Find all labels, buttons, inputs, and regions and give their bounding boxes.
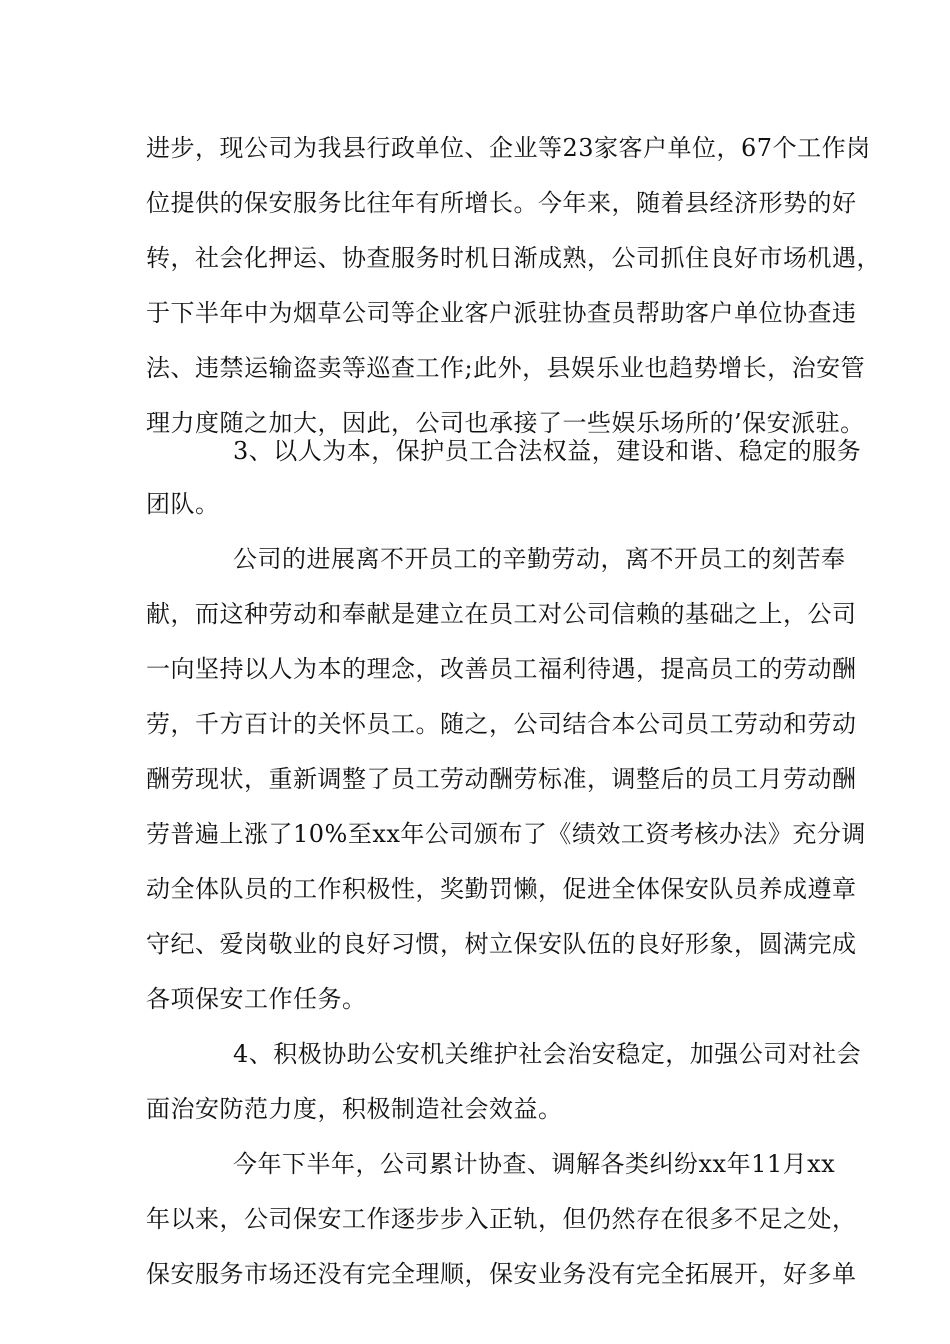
text-line: 一向坚持以人为本的理念，改善员工福利待遇，提高员工的劳动酬 <box>146 655 857 683</box>
text-line: 团队。 <box>146 490 220 518</box>
text-line: 于下半年中为烟草公司等企业客户派驻协查员帮助客户单位协查违 <box>146 299 857 327</box>
paragraph-start: 公司的进展离不开员工的辛勤劳动，离不开员工的刻苦奉 <box>233 545 846 573</box>
text-line: 转，社会化押运、协查服务时机日渐成熟，公司抓住良好市场机遇， <box>146 244 881 272</box>
text-line: 进步，现公司为我县行政单位、企业等23家客户单位，67个工作岗 <box>146 134 871 162</box>
text-line: 保安服务市场还没有完全理顺，保安业务没有完全拓展开，好多单 <box>146 1260 857 1288</box>
text-line: 法、违禁运输盗卖等巡查工作;此外，县娱乐业也趋势增长，治安管 <box>146 354 866 382</box>
section-heading-3: 3、以人为本，保护员工合法权益，建设和谐、稳定的服务 <box>233 437 862 465</box>
text-line: 劳普遍上涨了10%至xx年公司颁布了《绩效工资考核办法》充分调 <box>146 820 866 848</box>
text-line: 年以来，公司保安工作逐步步入正轨，但仍然存在很多不足之处， <box>146 1205 857 1233</box>
text-line: 理力度随之加大，因此，公司也承接了一些娱乐场所的’保安派驻。 <box>146 409 865 437</box>
paragraph-start: 今年下半年，公司累计协查、调解各类纠纷xx年11月xx <box>233 1150 836 1178</box>
text-line: 劳，千方百计的关怀员工。随之，公司结合本公司员工劳动和劳动 <box>146 710 857 738</box>
text-line: 动全体队员的工作积极性，奖勤罚懒，促进全体保安队员养成遵章 <box>146 875 857 903</box>
text-line: 各项保安工作任务。 <box>146 985 367 1013</box>
section-heading-4: 4、积极协助公安机关维护社会治安稳定，加强公司对社会 <box>233 1040 862 1068</box>
text-line: 守纪、爱岗敬业的良好习惯，树立保安队伍的良好形象，圆满完成 <box>146 930 857 958</box>
text-line: 酬劳现状，重新调整了员工劳动酬劳标准，调整后的员工月劳动酬 <box>146 765 857 793</box>
text-line: 面治安防范力度，积极制造社会效益。 <box>146 1095 563 1123</box>
text-line: 位提供的保安服务比往年有所增长。今年来，随着县经济形势的好 <box>146 189 857 217</box>
text-line: 献，而这种劳动和奉献是建立在员工对公司信赖的基础之上，公司 <box>146 600 857 628</box>
